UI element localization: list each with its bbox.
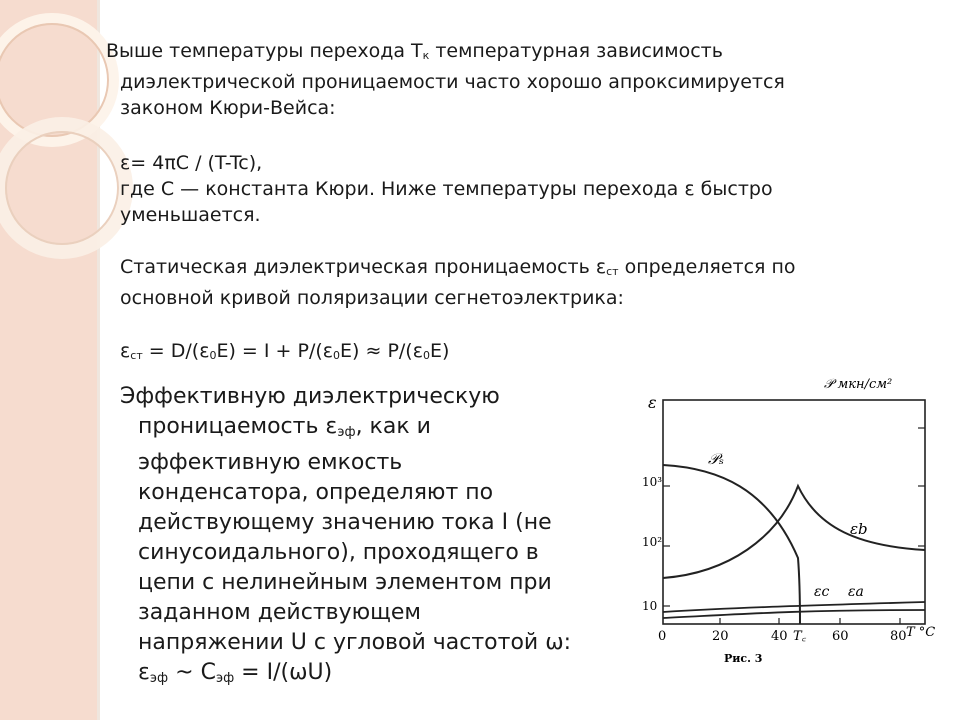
formula-symbol: ε [120,340,131,362]
figure-y-tick: 10² [642,535,663,549]
formula-part: E) ≈ P/(ε [340,340,423,362]
formula-static-permittivity [120,338,449,369]
formula-text: ε= 4πC / (T-Tc), [120,152,263,174]
figure-y-tick: 10 [642,599,658,613]
text-line: действующему значению тока I (не [138,510,552,535]
text-line: основной кривой поляризации сегнетоэлектрика: [120,287,624,309]
formula-curie-weiss [120,150,262,176]
curve-eb [663,486,925,578]
figure-x-tick: 80 [890,629,907,644]
text-line: синусоидального), проходящего в [138,540,539,565]
figure-frame [663,400,925,624]
text-line: где C — константа Кюри. Ниже температуры перехода ε быстро [120,178,773,200]
figure-left-axis-label: ε [648,393,657,412]
paragraph-static-permittivity [120,254,796,311]
figure-x-tick: 40 [771,629,788,644]
formula-symbol: ε [138,660,150,685]
figure-x-unit: T °C [906,625,936,640]
text-line: Статическая диэлектрическая проницаемость ε [120,256,607,278]
text-line: , как и [355,414,431,439]
subscript: ст [606,265,619,278]
text-line: определяется по [618,256,796,278]
paragraph-effective-permittivity [120,382,571,694]
paragraph-curie-weiss [106,38,785,121]
formula-part: = D/(ε [142,340,210,362]
subscript: эф [149,671,169,686]
curve-label-ec: εc [814,584,830,600]
figure-x-tick: 60 [832,629,849,644]
text-line: напряжении U с угловой частотой ω: [138,630,572,655]
text-line: Эффективную диэлектрическую [120,384,500,409]
figure-x-tick: 20 [712,629,729,644]
figure-y-tick: 10³ [642,475,663,489]
text-line: уменьшается. [120,204,261,226]
subscript: 0 [209,349,217,362]
curve-label-eb: εb [850,520,868,538]
text-line: законом Кюри-Вейса: [120,97,336,119]
text-line: проницаемость ε [138,414,338,439]
text-line: диэлектрической проницаемости часто хорошо апроксимируется [120,71,785,93]
formula-part: E) = I + P/(ε [216,340,334,362]
figure-x-tick: 0 [658,629,667,644]
figure-right-axis-label: 𝒫 мкн/см² [824,377,893,392]
figure-x-tick: T꜀ [793,629,807,644]
text-line: Выше температуры перехода T [106,40,423,62]
text-line: цепи с нелинейным элементом при [138,570,552,595]
text-line: заданном действующем [138,600,422,625]
text-line: конденсатора, определяют по [138,480,494,505]
figure-permittivity-vs-temperature [628,368,950,668]
formula-part: E) [430,340,450,362]
curve-ec [663,610,925,618]
text-line: температурная зависимость [429,40,723,62]
formula-part: = I/(ωU) [234,660,333,685]
subscript: ст [130,349,143,362]
formula-part: ~ C [168,660,216,685]
curve-label-ps: 𝒫ₛ [708,450,724,468]
curve-label-ea: εa [848,584,864,600]
paragraph-curie-constant [120,176,773,228]
figure-caption: Рис. 3 [724,652,763,665]
subscript: 0 [423,349,430,362]
subscript: эф [215,671,235,686]
text-line: эффективную емкость [138,450,403,475]
subscript: эф [337,425,356,440]
subscript: к [422,49,430,62]
curve-ps [663,465,800,624]
subscript: 0 [333,349,341,362]
